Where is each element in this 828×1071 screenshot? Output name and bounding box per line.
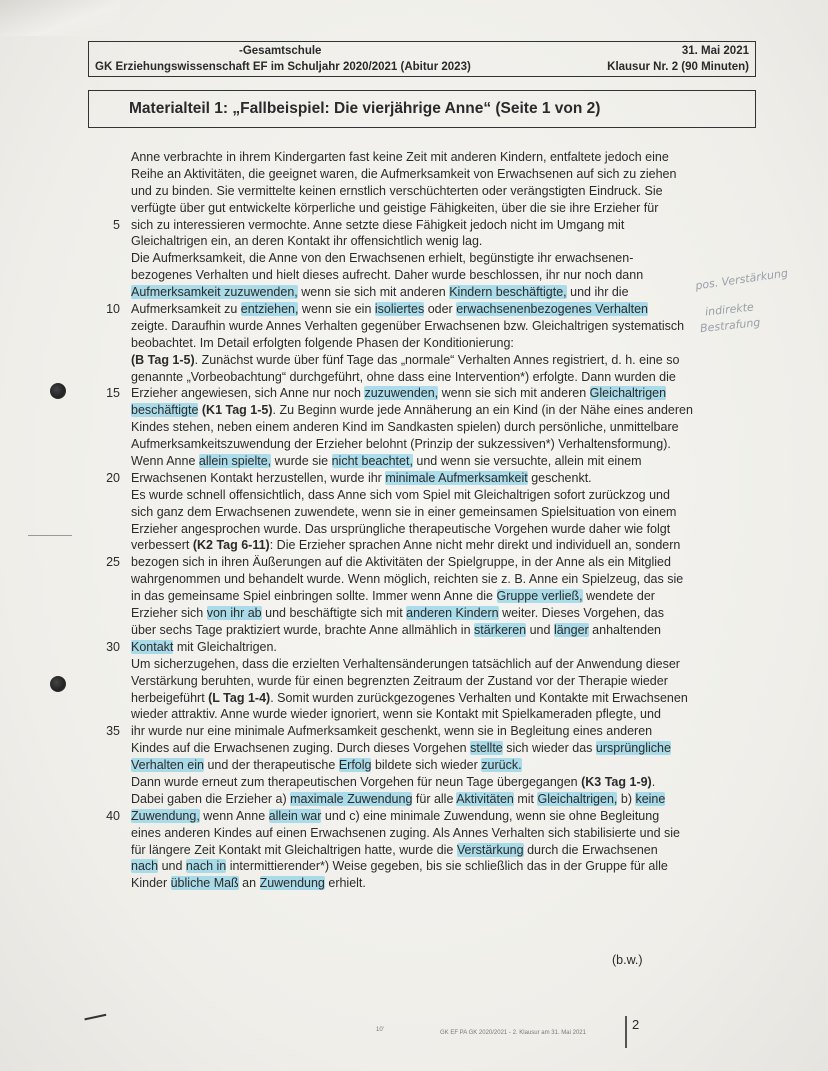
text-line (131, 690, 751, 707)
text-line (131, 233, 751, 250)
text-line (131, 166, 751, 183)
text-line (131, 318, 751, 335)
text-segment: Aufmerksamkeit zu (131, 302, 241, 317)
text-segment: in das gemeinsame Spiel einbringen sollte. Immer wenn Anne die (131, 589, 497, 604)
text-line (131, 436, 751, 453)
text-segment: Um sicherzugehen, dass die erzielten Verhaltensänderungen tatsächlich auf der Anwendung dieser (131, 656, 680, 671)
line-number: 5 (113, 217, 120, 232)
text-segment: . Zu Beginn wurde jede Annäherung an ein Kind (in der Nähe eines anderen (272, 403, 693, 418)
highlighted-text: stellte (470, 741, 503, 756)
highlighted-text: nicht beachtet, (331, 454, 413, 469)
text-segment: Erzieher angewiesen, sich Anne nur noch (131, 386, 365, 401)
line-number: 30 (106, 639, 120, 654)
text-line (106, 470, 751, 487)
text-segment: und beschäftigte sich mit (261, 606, 407, 621)
text-line (131, 791, 751, 808)
footer-text: GK EF PA GK 2020/2021 - 2. Klausur am 31. Mai 2021 (440, 1030, 586, 1036)
text-segment: geschenkt. (527, 470, 592, 485)
text-segment: sich wieder das (502, 741, 596, 756)
bold-text: (L Tag 1-4) (208, 690, 271, 705)
text-segment: Anne verbrachte in ihrem Kindergarten fast keine Zeit mit anderen Kindern, entfaltete jedoch eine (131, 150, 669, 164)
text-segment: wieder attraktiv. Anne wurde wieder ignoriert, wenn sie Kontakt mit Spielkameraden pflegte, und (131, 707, 661, 722)
text-line (113, 217, 751, 234)
page-number: 2 (632, 1017, 640, 1032)
highlighted-text: allein spielte, (198, 454, 272, 469)
text-segment: Reihe an Aktivitäten, die geeignet waren, die Aufmerksamkeit von Erwachsenen auf sich zu ziehen (131, 166, 677, 181)
highlighted-text: Verhalten ein (131, 758, 204, 773)
case-text (106, 149, 751, 892)
text-line (131, 588, 751, 605)
text-segment: Aufmerksamkeitszuwendung der Erzieher belohnt (Prinzip der sukzessiven*) Verhaltensformung). (131, 437, 671, 452)
text-line (131, 605, 751, 622)
text-segment: wenn sie ein (298, 302, 375, 317)
text-line (131, 875, 751, 892)
text-line (131, 250, 751, 267)
text-segment: . (651, 774, 656, 789)
text-segment: bildete sich wieder (371, 758, 482, 773)
text-segment: Verstärkung beruhten, wurde für einen begrenzten Zeitraum der Zustand vor der Therapie wieder (131, 673, 668, 688)
text-line (131, 453, 751, 470)
highlighted-text: entziehen, (240, 302, 299, 317)
text-segment: b) (617, 791, 636, 806)
line-number: 35 (106, 724, 120, 739)
text-line (131, 774, 751, 791)
text-segment: verfügte über gut entwickelte körperliche und geistige Fähigkeiten, über die sie ihre Erzieher für (131, 200, 659, 215)
course-line: GK Erziehungswissenschaft EF im Schuljahr 2020/2021 (Abitur 2023) (95, 61, 471, 73)
text-segment: wenn Anne (199, 808, 269, 823)
text-line (131, 673, 751, 690)
text-line (106, 808, 751, 825)
text-line (106, 554, 751, 571)
text-segment: sich ganz dem Erwachsenen zuwendete, wenn sie in einer gemeinsamen Spielsituation von einem (131, 504, 677, 519)
text-line (131, 706, 751, 723)
text-line (131, 825, 751, 842)
highlighted-text: Aktivitäten (456, 791, 514, 806)
text-line (131, 858, 751, 875)
text-segment: Erwachsenen Kontakt herzustellen, wurde ihr (131, 470, 386, 485)
bold-text: (K3 Tag 1-9) (581, 774, 652, 789)
text-segment: verbessert (131, 538, 193, 553)
text-segment: Kindes stehen, neben einem anderen Kind im Sandkasten spielen) durch persönliche, unmittelbare (131, 420, 679, 435)
text-segment: und c) eine minimale Zuwendung, wenn sie ohne Begleitung (321, 808, 660, 823)
text-line (131, 352, 751, 369)
highlighted-text: stärkeren (474, 622, 527, 637)
highlighted-text: nach (131, 859, 159, 874)
highlighted-text: Zuwendung (259, 876, 325, 891)
text-segment: eines anderen Kindes auf einen Erwachsenen zuging. Als Annes Verhalten sich stabilisierte und sie (131, 825, 680, 840)
folded-corner (0, 0, 120, 36)
text-line (106, 639, 751, 656)
text-segment: Dann wurde erneut zum therapeutischen Vorgehen für neun Tage übergegangen (131, 774, 582, 789)
text-segment: weiter. Dieses Vorgehen, das (498, 606, 664, 621)
highlighted-text: Kindern beschäftigte, (449, 285, 567, 300)
text-segment: Kindes auf die Erwachsenen zuging. Durch dieses Vorgehen (131, 741, 471, 756)
material-title: Materialteil 1: „Fallbeispiel: Die vierjährige Anne“ (Seite 1 von 2) (88, 90, 756, 128)
punch-hole (50, 676, 66, 692)
line-number: 10 (106, 302, 120, 317)
text-line (131, 571, 751, 588)
text-line (131, 740, 751, 757)
highlighted-text: Kontakt (131, 639, 174, 654)
line-number: 40 (106, 808, 120, 823)
text-segment: ihr wurde nur eine minimale Aufmerksamkeit geschenkt, wenn sie in Begleitung eines anderen (131, 724, 653, 739)
text-segment: Es wurde schnell offensichtlich, dass Anne sich vom Spiel mit Gleichaltrigen sofort zurückzog und (131, 487, 670, 502)
text-line (131, 335, 751, 352)
text-segment: : Die Erzieher sprachen Anne nicht mehr direkt und individuell an, sondern (269, 538, 681, 553)
text-line (106, 723, 751, 740)
text-segment: für alle (412, 791, 457, 806)
text-segment: bezogen sich in ihren Äußerungen auf die Aktivitäten der Spielgruppe, in der Anne als ein Mitglied (131, 555, 671, 570)
text-line (131, 267, 751, 284)
text-segment: Gleichaltrigen ein, an deren Kontakt ihr offensichtlich wenig lag. (131, 234, 483, 249)
text-segment: an (238, 876, 260, 891)
text-segment: intermittierender*) Weise gegeben, bis sie schließlich das in der Gruppe für alle (226, 859, 668, 874)
text-segment: wenn sie sich mit anderen (297, 285, 450, 300)
text-segment: und (526, 622, 554, 637)
text-line (131, 537, 751, 554)
text-segment: herbeigeführt (131, 690, 209, 705)
highlighted-text: keine (635, 791, 666, 806)
highlighted-text: nach in (185, 859, 227, 874)
margin-line (28, 535, 72, 536)
punch-hole (50, 383, 66, 399)
text-line (106, 301, 751, 318)
highlighted-text: beschäftigte (131, 403, 199, 418)
highlighted-text: maximale Zuwendung (290, 791, 413, 806)
highlighted-text: Verstärkung (456, 842, 524, 857)
text-segment: über sechs Tage praktiziert wurde, brachte Anne allmählich in (131, 622, 475, 637)
text-segment: . Zunächst wurde über fünf Tage das „normale“ Verhalten Annes registriert, d. h. eine so (194, 352, 680, 367)
text-segment: Erzieher sich (131, 606, 207, 621)
text-line (131, 402, 751, 419)
highlighted-text: zurück. (481, 758, 522, 773)
highlighted-text: erwachsenenbezogenes Verhalten (456, 302, 648, 317)
highlighted-text: länger (553, 622, 589, 637)
text-segment: Kinder (131, 876, 171, 891)
highlighted-text: anderen Kindern (406, 606, 499, 621)
page-divider (625, 1016, 627, 1048)
line-number: 25 (106, 555, 120, 570)
highlighted-text: ursprüngliche (595, 741, 671, 756)
text-segment: Die Aufmerksamkeit, die Anne von den Erwachsenen erhielt, begünstigte ihr erwachsenen- (131, 251, 634, 266)
text-line (131, 284, 751, 301)
text-line (131, 487, 751, 504)
text-segment: mit (513, 791, 538, 806)
text-segment: mit Gleichaltrigen. (173, 639, 277, 654)
exam-header (88, 41, 756, 77)
text-line (131, 521, 751, 538)
text-segment: und (158, 859, 186, 874)
text-segment: wendete der (582, 589, 655, 604)
bold-text: (B Tag 1-5) (131, 352, 195, 367)
text-line (131, 504, 751, 521)
text-segment: durch die Erwachsenen (523, 842, 658, 857)
text-segment: zeigte. Daraufhin wurde Annes Verhalten gegenüber Erwachsenen bzw. Gleichaltrigen systematisch (131, 318, 685, 333)
highlighted-text: von ihr ab (206, 606, 262, 621)
highlighted-text: übliche Maß (170, 876, 239, 891)
text-line (131, 183, 751, 200)
text-segment: und ihr die (566, 285, 629, 300)
text-segment: erhielt. (324, 876, 366, 891)
text-segment: anhaltenden (588, 622, 661, 637)
highlighted-text: Gruppe verließ, (496, 589, 583, 604)
text-line (131, 419, 751, 436)
highlighted-text: isoliertes (374, 302, 425, 317)
text-line (131, 656, 751, 673)
exam-date: 31. Mai 2021 (681, 45, 749, 57)
continued-note: (b.w.) (612, 953, 643, 967)
handwritten-note-reinforcement: pos. Verstärkung (694, 266, 789, 293)
handwritten-note-punishment: Bestrafung (699, 315, 761, 336)
exam-number: Klausur Nr. 2 (90 Minuten) (607, 61, 749, 73)
text-segment: Dabei gaben die Erzieher a) (131, 791, 291, 806)
text-line (131, 200, 751, 217)
text-segment: oder (424, 302, 457, 317)
footer-left-mark: 10' (376, 1027, 384, 1033)
bold-text: (K1 Tag 1-5) (198, 403, 273, 418)
highlighted-text: zuzuwenden, (364, 386, 439, 401)
highlighted-text: Aufmerksamkeit zuzuwenden, (131, 285, 298, 300)
highlighted-text: Erfolg (338, 758, 372, 773)
line-number: 15 (106, 386, 120, 401)
text-segment: für längere Zeit Kontakt mit Gleichaltrigen hatte, wurde die (131, 842, 457, 857)
text-line (131, 622, 751, 639)
text-segment: Erzieher angesprochen wurde. Das ursprüngliche therapeutische Vorgehen wurde daher wie folgt (131, 521, 671, 536)
text-segment: und wenn sie versuchte, allein mit einem (412, 454, 642, 469)
text-segment: bezogenes Verhalten und hielt dieses aufrecht. Daher wurde beschlossen, ihr nur noch dann (131, 268, 644, 283)
text-segment: beobachtet. Im Detail erfolgten folgende Phasen der Konditionierung: (131, 335, 514, 350)
bold-text: (K2 Tag 6-11) (192, 538, 270, 553)
text-line (131, 149, 751, 166)
text-line (131, 369, 751, 386)
highlighted-text: Gleichaltrigen (589, 386, 667, 401)
text-segment: wahrgenommen und behandelt wurde. Wenn möglich, reichten sie z. B. Anne ein Spielzeug, das sie (131, 572, 684, 587)
text-line (106, 385, 751, 402)
text-segment: und der therapeutische (203, 758, 339, 773)
text-segment: genannte „Vorbeobachtung“ durchgeführt, ohne dass eine Intervention*) erfolgte. Dann wurden die (131, 369, 676, 384)
text-segment: Wenn Anne (131, 454, 199, 469)
line-number: 20 (106, 470, 120, 485)
school-name: -Gesamtschule (239, 45, 322, 57)
text-segment: . Somit wurden zurückgezogenes Verhalten und Kontakte mit Erwachsenen (270, 690, 688, 705)
highlighted-text: Gleichaltrigen, (537, 791, 618, 806)
text-segment: und zu binden. Sie vermittelte keinen ernstlich verschüchterten oder verängstigten Eindruck. Sie (131, 183, 663, 198)
text-segment: sich zu interessieren vermochte. Anne setzte diese Fähigkeit jedoch nicht im Umgang mit (131, 217, 625, 232)
highlighted-text: Zuwendung, (131, 808, 200, 823)
text-segment: wenn sie sich mit anderen (438, 386, 590, 401)
highlighted-text: minimale Aufmerksamkeit (385, 470, 528, 485)
handwritten-note-indirect: indirekte (704, 300, 755, 319)
highlighted-text: allein war (268, 808, 322, 823)
text-line (131, 842, 751, 859)
text-segment: wurde sie (271, 454, 332, 469)
text-line (131, 757, 751, 774)
